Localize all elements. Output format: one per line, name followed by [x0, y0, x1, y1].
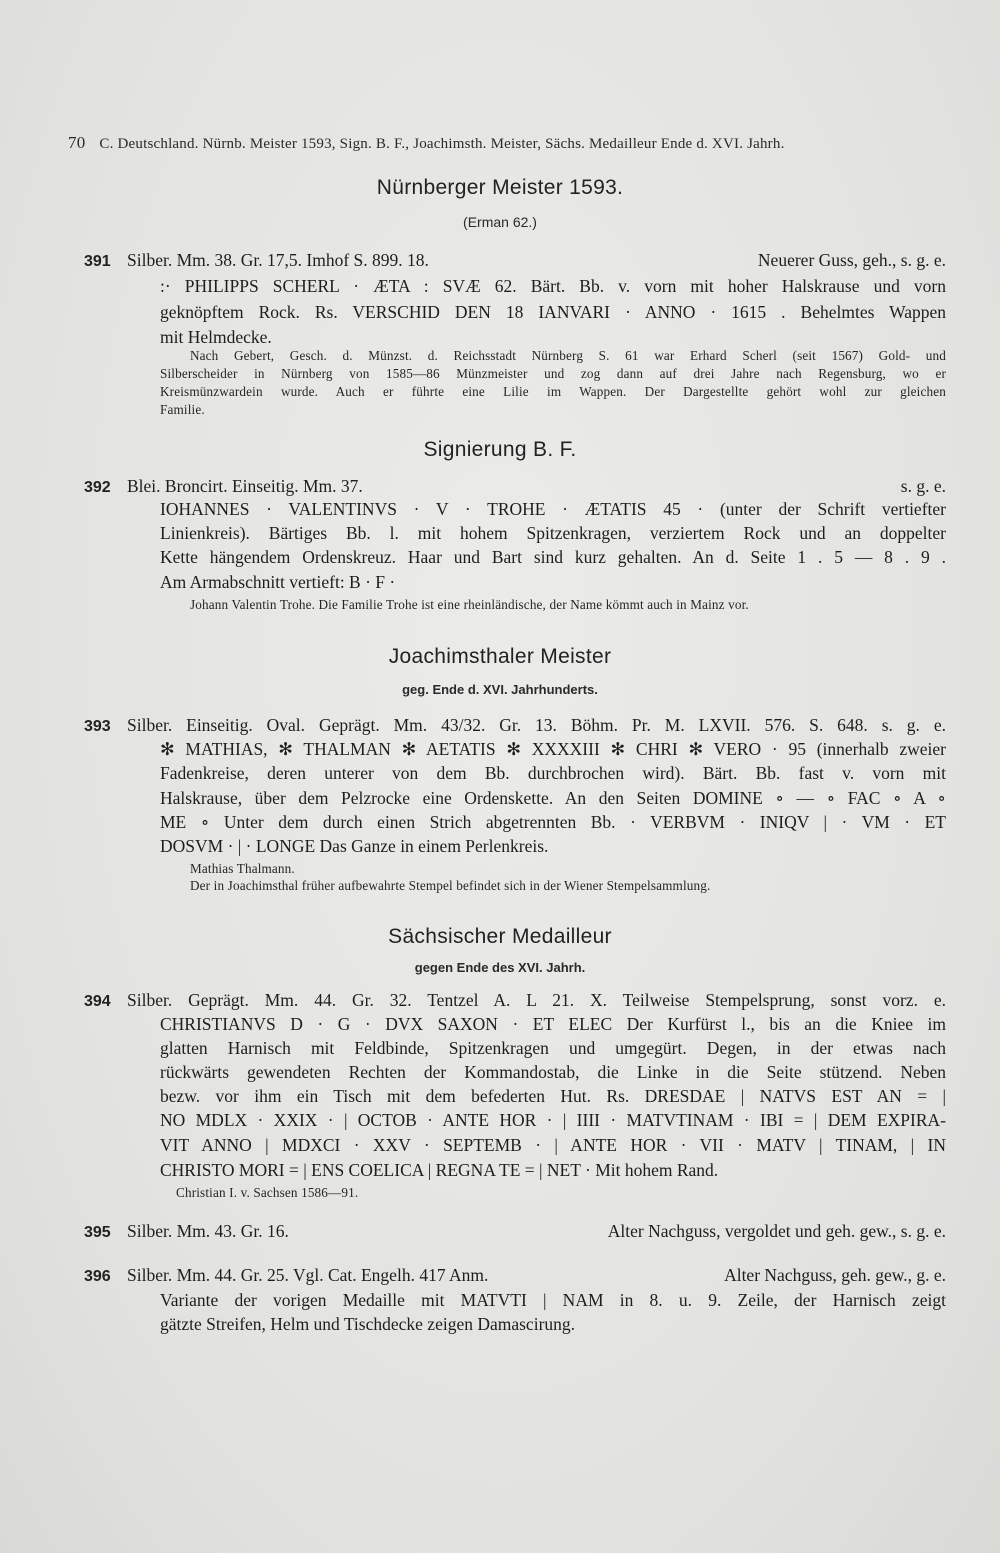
- section-heading: Nürnberger Meister 1593.: [376, 176, 624, 199]
- entry-description-line: bezw. vor ihm ein Tisch mit dem befederten Hut. Rs. DRESDAE | NATVS EST AN = |: [160, 1086, 946, 1106]
- entry-number: 392: [84, 479, 111, 496]
- entry-note-line: Mathias Thalmann.: [190, 861, 295, 876]
- entry-description-line: CHRISTO MORI = | ENS COELICA | REGNA TE = | NET · Mit hohem Rand.: [160, 1160, 719, 1180]
- entry-first-line: Silber. Einseitig. Oval. Geprägt. Mm. 43/32. Gr. 13. Böhm. Pr. M. LXVII. 576. S. 648. s. g. e.: [127, 715, 946, 735]
- entry-specs: Silber. Mm. 38. Gr. 17,5. Imhof S. 899. 18.: [127, 250, 429, 270]
- entry-first-line: [127, 250, 946, 271]
- running-title: C. Deutschland. Nürnb. Meister 1593, Sign. B. F., Joachimsth. Meister, Sächs. Medailleur Ende d. XVI. Jahrh.: [99, 136, 785, 152]
- entry-description-line: rückwärts gewendeten Rechten der Kommandostab, die Linke in die Seite stützend. Neben: [160, 1062, 946, 1082]
- entry-note-line: Christian I. v. Sachsen 1586—91.: [176, 1185, 359, 1200]
- entry-description-line: DOSVM · | · LONGE Das Ganze in einem Perlenkreis.: [160, 836, 549, 856]
- entry-description-line: Linienkreis). Bärtiges Bb. l. mit hohem Spitzenkragen, verziertem Rock und an doppelter: [160, 523, 946, 543]
- entry-first-line: [127, 1221, 946, 1242]
- entry-description-line: glatten Harnisch mit Feldbinde, Spitzenkragen und umgegürt. Degen, in der etwas nach: [160, 1038, 946, 1058]
- entry-description-line: VIT ANNO | MDXCI · XXV · SEPTEMB · | ANTE HOR · VII · MATV | TINAM, | IN: [160, 1135, 946, 1155]
- entry-description-line: gätzte Streifen, Helm und Tischdecke zeigen Damascirung.: [160, 1314, 576, 1334]
- entry-description-line: geknöpftem Rock. Rs. VERSCHID DEN 18 IANVARI · ANNO · 1615 . Behelmtes Wappen: [160, 302, 946, 322]
- entry-description-line: Kette hängendem Ordenskreuz. Haar und Bart sind kurz gehalten. An d. Seite 1 . 5 — 8 . 9 .: [160, 547, 946, 567]
- section-subheading: geg. Ende d. XVI. Jahrhunderts.: [402, 682, 598, 697]
- entry-note-line: Kreismünzwardein wurde. Auch er führte eine Lilie im Wappen. Der Dargestellte gehört wohl zur gleichen: [160, 384, 946, 399]
- entry-specs: Blei. Broncirt. Einseitig. Mm. 37.: [127, 476, 363, 496]
- entry-description-line: ✻ MATHIAS, ✻ THALMAN ✻ AETATIS ✻ XXXXIII ✻ CHRI ✻ VERO · 95 (innerhalb zweier: [160, 739, 946, 759]
- entry-note-line: Der in Joachimsthal früher aufbewahrte Stempel befindet sich in der Wiener Stempelsammlung.: [190, 878, 711, 893]
- entry-number: 394: [84, 993, 111, 1010]
- section-subheading: (Erman 62.): [463, 214, 537, 230]
- entry-description-line: mit Helmdecke.: [160, 327, 272, 347]
- running-header: [68, 133, 900, 153]
- entry-description-line: Variante der vorigen Medaille mit MATVTI | NAM in 8. u. 9. Zeile, der Harnisch zeigt: [160, 1290, 946, 1310]
- entry-note-line: Familie.: [160, 402, 205, 417]
- page-number: 70: [68, 133, 86, 152]
- section-heading: Sächsischer Medailleur: [388, 925, 612, 948]
- entry-first-line: Silber. Geprägt. Mm. 44. Gr. 32. Tentzel A. L 21. X. Teilweise Stempelsprung, sonst vorz. e.: [127, 990, 946, 1010]
- entry-note-line: Silberscheider in Nürnberg von 1585—86 Münzmeister und zog dann auf drei Jahre nach Regensburg, wo er: [160, 366, 946, 381]
- entry-condition: s. g. e.: [900, 476, 946, 496]
- entry-specs: Silber. Mm. 43. Gr. 16.: [127, 1221, 289, 1241]
- entry-first-line: [127, 1265, 946, 1286]
- entry-number: 391: [84, 253, 111, 270]
- entry-number: 393: [84, 718, 111, 735]
- entry-description-line: CHRISTIANVS D · G · DVX SAXON · ET ELEC Der Kurfürst l., bis an die Kniee im: [160, 1014, 946, 1034]
- entry-condition: Alter Nachguss, vergoldet und geh. gew., s. g. e.: [607, 1221, 946, 1241]
- entry-note-line: Johann Valentin Trohe. Die Familie Trohe ist eine rheinländische, der Name kömmt auch in Mainz vor.: [190, 597, 749, 612]
- entry-description-line: ME ∘ Unter dem durch einen Strich abgetrennten Bb. · VERBVM · INIQV | · VM · ET: [160, 812, 946, 832]
- entry-number: 396: [84, 1268, 111, 1285]
- entry-condition: Neuerer Guss, geh., s. g. e.: [757, 250, 946, 270]
- entry-description-line: IOHANNES · VALENTINVS · V · TROHE · ÆTATIS 45 · (unter der Schrift vertiefter: [160, 499, 946, 519]
- section-heading: Signierung B. F.: [423, 438, 577, 461]
- entry-condition: Alter Nachguss, geh. gew., g. e.: [724, 1265, 946, 1285]
- entry-description-line: Halskrause, über dem Pelzrocke eine Ordenskette. An den Seiten DOMINE ∘ — ∘ FAC ∘ A ∘: [160, 788, 946, 808]
- entry-first-line: [127, 476, 946, 497]
- entry-description-line: :· PHILIPPS SCHERL · ÆTA : SVÆ 62. Bärt. Bb. v. vorn mit hoher Halskrause und vorn: [160, 276, 946, 296]
- entry-specs: Silber. Mm. 44. Gr. 25. Vgl. Cat. Engelh. 417 Anm.: [127, 1265, 489, 1285]
- entry-note-line: Nach Gebert, Gesch. d. Münzst. d. Reichsstadt Nürnberg S. 61 war Erhard Scherl (seit 1567) Gold- und: [190, 348, 946, 363]
- entry-number: 395: [84, 1224, 111, 1241]
- section-heading: Joachimsthaler Meister: [388, 645, 612, 668]
- entry-description-line: Am Armabschnitt vertieft: B · F ·: [160, 572, 396, 592]
- entry-description-line: Fadenkreise, deren unterer von dem Bb. durchbrochen wird). Bärt. Bb. fast v. vorn mit: [160, 763, 946, 783]
- section-subheading: gegen Ende des XVI. Jahrh.: [414, 960, 586, 975]
- entry-description-line: NO MDLX · XXIX · | OCTOB · ANTE HOR · | IIII · MATVTINAM · IBI = | DEM EXPIRA-: [160, 1110, 946, 1130]
